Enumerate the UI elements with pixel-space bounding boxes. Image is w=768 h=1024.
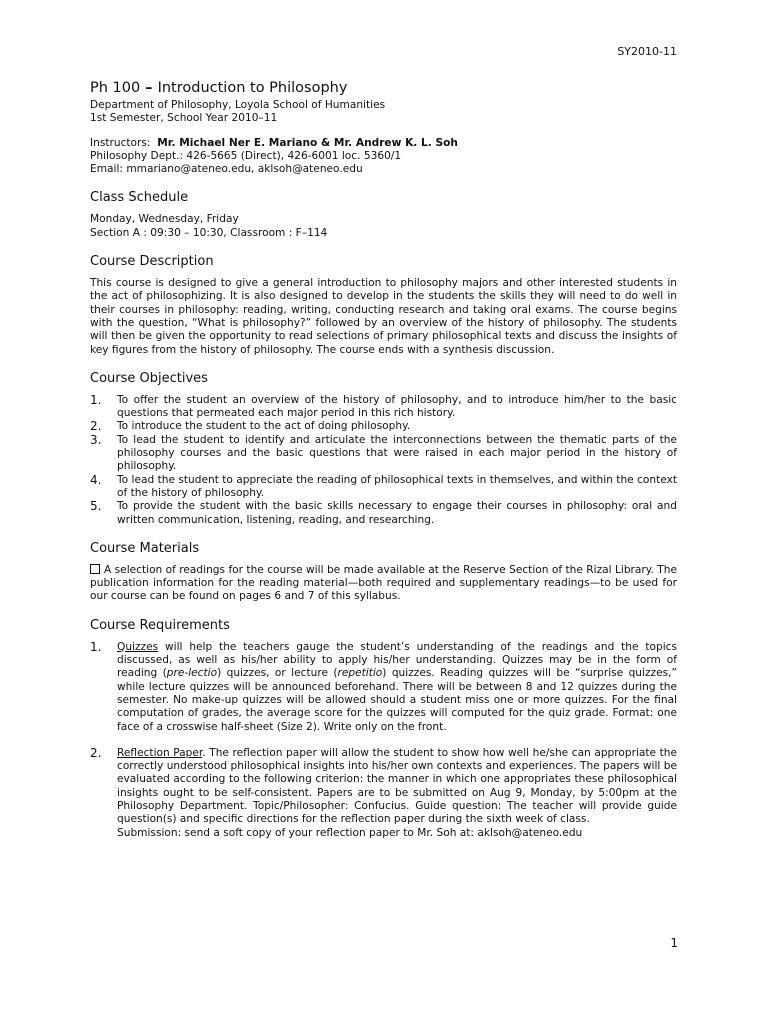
title-dash: – (140, 80, 158, 96)
schedule-heading: Class Schedule (90, 190, 189, 206)
schedule-section: Section A : 09:30 – 10:30, Classroom : F–114 (90, 226, 328, 239)
objective-item: 4. To lead the student to appreciate the reading of philosophical texts in themselves, and within the context of the history of philosophy. (90, 472, 677, 499)
email-line: Email: mmariano@ateneo.edu, aklsoh@ateneo.edu (90, 163, 363, 176)
department: Department of Philosophy, Loyola School of Humanities (90, 99, 386, 111)
course-code: Ph 100 (90, 80, 141, 96)
quizzes-term: Quizzes (117, 640, 159, 653)
materials-heading: Course Materials (90, 540, 200, 556)
reflection-term: Reflection Paper (117, 746, 203, 759)
course-title (90, 80, 677, 97)
objectives-list (90, 394, 677, 527)
page-number: 1 (670, 936, 678, 950)
objective-item: 5. To provide the student with the basic skills necessary to engage their courses in philosophy: oral and written communication, listening, reading, and researching. (90, 499, 677, 526)
school-year-code: SY2010-11 (617, 45, 677, 58)
syllabus-content (90, 80, 677, 840)
description-heading: Course Description (90, 254, 214, 270)
requirement-quizzes: 1. Quizzes will help the teachers gauge the student’s understanding of the readings and the topics discussed, as well as his/her ability to apply his/her understanding. Quizzes may be in the form of reading (pre-lectio) quizzes, or lecture (repetitio) quizzes. Reading quizzes will be “surprise quizzes,” while lecture quizzes will be announced beforehand. There will be between 8 and 12 quizzes during the semester. No make-up quizzes will be allowed should a student miss one or more quizzes. For the final computation of grades, the average score for the quizzes will computed for the quiz grade. Format: one face of a crosswise half-sheet (Size 2). Write only on the front. (90, 639, 677, 733)
term: 1st Semester, School Year 2010–11 (90, 112, 278, 125)
instructors-line (90, 137, 677, 150)
objectives-heading: Course Objectives (90, 370, 208, 386)
schedule-days: Monday, Wednesday, Friday (90, 213, 239, 226)
submission-line: Submission: send a soft copy of your reflection paper to Mr. Soh at: aklsoh@ateneo.edu (117, 826, 583, 839)
instructors-label: Instructors: (90, 136, 151, 149)
requirement-reflection-paper: 2. Reflection Paper. The reflection paper will allow the student to show how well he/she can appropriate the correctly understood philosophical insights into his/her own contexts and experiences. The papers will be evaluated according to the following criterion: the manner in which one appropriates these philosophical insights ought to be self-consistent. Papers are to be submitted on Aug 9, Monday, by 5:00pm at the Philosophy Department. Topic/Philosopher: Confucius. Guide question: The teacher will provide guide question(s) and specific directions for the reflection paper during the sixth week of class. Submission: send a soft copy of your reflection paper to Mr. Soh at: aklsoh@ateneo.edu (90, 745, 677, 839)
phone-line: Philosophy Dept.: 426-5665 (Direct), 426-6001 loc. 5360/1 (90, 149, 402, 162)
instructor-names: Mr. Michael Ner E. Mariano & Mr. Andrew K. L. Soh (157, 136, 458, 149)
description-text: This course is designed to give a general introduction to philosophy majors and other interested students in the act of philosophizing. It is also designed to develop in the students the skills they will need to do well in their courses in philosophy: reading, writing, conducting research and taking oral exams. The course begins with the question, “What is philosophy?” followed by an overview of the history of philosophy. The students will then be given the opportunity to read selections of primary philosophical texts and discuss the insights of key figures from the history of philosophy. The course ends with a synthesis discussion. (90, 277, 677, 356)
course-name: Introduction to Philosophy (157, 80, 348, 96)
objective-item: 2. To introduce the student to the act of doing philosophy. (90, 419, 411, 434)
objective-item: 1. To offer the student an overview of the history of philosophy, and to introduce him/her to the basic questions that permeated each major period in this rich history. (90, 392, 677, 420)
checkbox-icon (90, 564, 100, 574)
requirements-heading: Course Requirements (90, 617, 230, 633)
objective-item: 3. To lead the student to identify and articulate the interconnections between the thematic parts of the philosophy courses and the basic questions that were raised in each major period in the history of philosophy. (90, 432, 677, 473)
materials-text: A selection of readings for the course will be made available at the Reserve Section of the Rizal Library. The publication information for the reading material—both required and supplementary readings—to be used for our course can be found on pages 6 and 7 of this syllabus. (90, 563, 677, 603)
